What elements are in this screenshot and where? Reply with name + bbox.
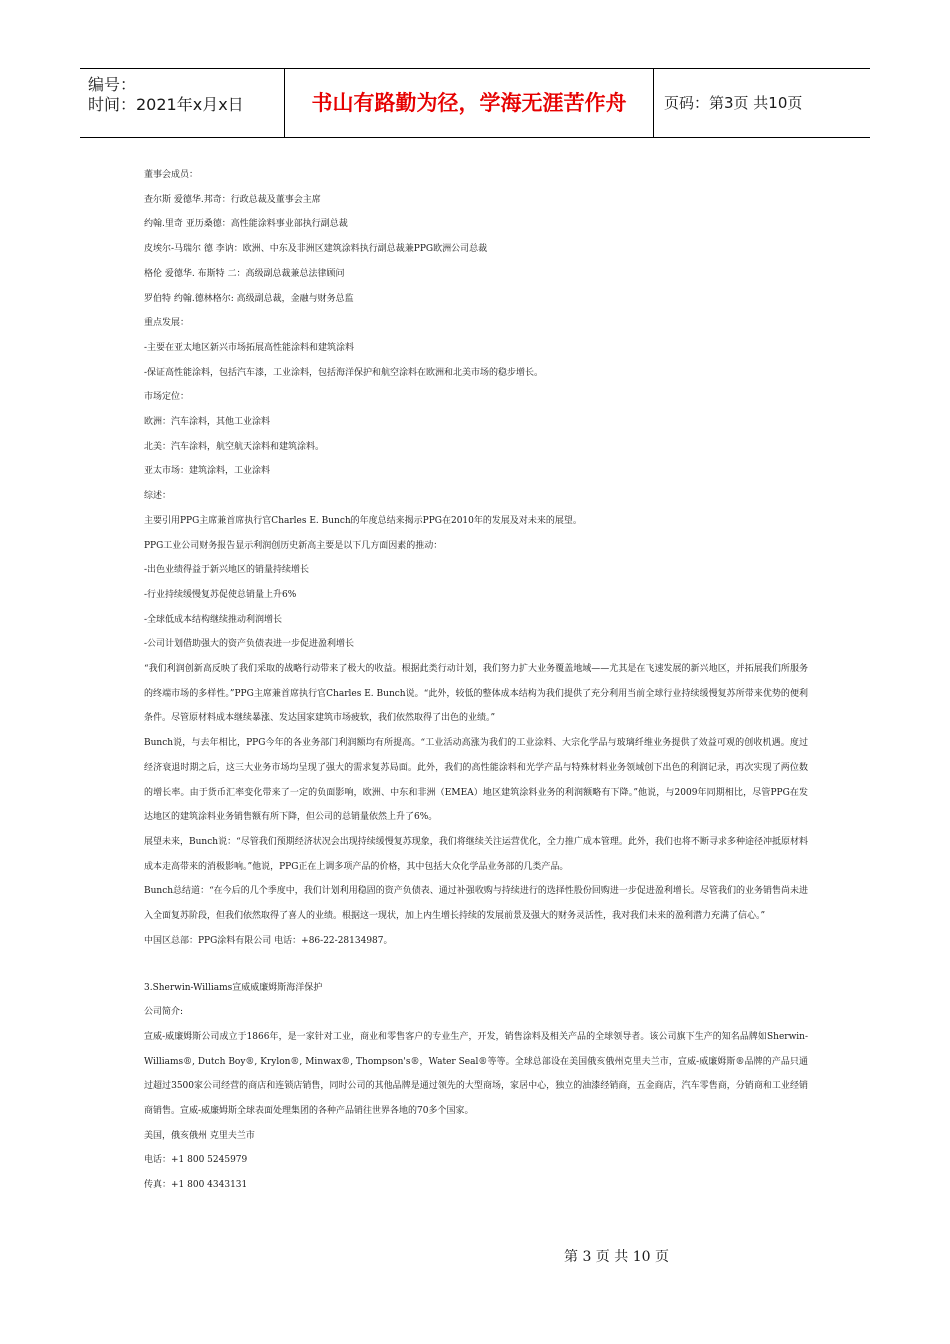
body-line: -保证高性能涂料，包括汽车漆，工业涂料，包括海洋保护和航空涂料在欧洲和北美市场的稳步增长。 xyxy=(144,367,544,378)
page-header xyxy=(80,68,870,138)
body-line: 北美：汽车涂料，航空航天涂料和建筑涂料。 xyxy=(144,441,325,452)
page-footer: 第 3 页 共 10 页 xyxy=(564,1249,669,1265)
header-page-info: 页码：第3页 共10页 xyxy=(664,94,803,112)
body-line: 主要引用PPG主席兼首席执行官Charles E. Bunch的年度总结来揭示PPG在2010年的发展及对未来的展望。 xyxy=(144,515,582,526)
body-line: 罗伯特 约翰.德林格尔: 高级副总裁，金融与财务总监 xyxy=(144,293,354,304)
header-motto: 书山有路勤为径，学海无涯苦作舟 xyxy=(311,91,627,115)
section-gap xyxy=(144,954,808,976)
header-meta xyxy=(80,69,284,137)
body-line: 董事会成员： xyxy=(144,170,199,180)
body-line: 亚太市场：建筑涂料，工业涂料 xyxy=(144,466,271,477)
body-line: 皮埃尔-马瑞尔 德 李讷：欧洲、中东及非洲区建筑涂料执行副总裁兼PPG欧洲公司总裁 xyxy=(144,244,488,255)
section-title: 3.Sherwin-Williams宣威威廉姆斯海洋保护 xyxy=(144,982,323,993)
body-line: PPG工业公司财务报告显示利润创历史新高主要是以下几方面因素的推动： xyxy=(144,540,443,551)
ppg-contact: 中国区总部：PPG涂料有限公司 电话：+86-22-28134987。 xyxy=(144,935,393,946)
body-line: 欧洲：汽车涂料，其他工业涂料 xyxy=(144,417,271,428)
body-line: 格伦 爱德华. 布斯特 二：高级副总裁兼总法律顾问 xyxy=(144,268,345,279)
intro-paragraph: 宣威-威廉姆斯公司成立于1866年，是一家针对工业，商业和零售客户的专业生产，开发，销售涂料及相关产品的全球领导者。该公司旗下生产的知名品牌如Sherwin-Williams®, Dutch Boy®, Krylon®, Minwax®, Thompson's®，Water Seal®等等。全球总部设在美国俄亥俄州克里夫兰市，宣威-威廉姆斯®品牌的产品只通过超过3500家公司经营的商店和连锁店销售，同时公司的其他品牌是通过领先的大型商场，家居中心，独立的油漆经销商，五金商店，汽车零售商，分销商和工业经销商销售。宣威-威廉姆斯全球表面处理集团的各种产品销往世界各地的70多个国家。 xyxy=(144,1031,808,1117)
body-line: -公司计划借助强大的资产负债表进一步促进盈利增长 xyxy=(144,639,355,650)
body-line: 查尔斯 爱德华.邦奇：行政总裁及董事会主席 xyxy=(144,194,321,205)
body-line: 约翰.里奇 亚历桑德：高性能涂料事业部执行副总裁 xyxy=(144,219,348,230)
header-motto-cell xyxy=(284,69,654,137)
body-line: -行业持续缓慢复苏促使总销量上升6% xyxy=(144,589,297,600)
body-line: -出色业绩得益于新兴地区的销量持续增长 xyxy=(144,565,310,576)
body-line: 综述： xyxy=(144,491,172,502)
address-line: 美国，俄亥俄州 克里夫兰市 xyxy=(144,1130,255,1141)
header-date: 时间：2021年x月x日 xyxy=(88,95,244,114)
document-body xyxy=(144,163,808,1198)
body-line: 市场定位： xyxy=(144,392,190,403)
phone-line: 电话：+1 800 5245979 xyxy=(144,1155,248,1166)
body-line: -主要在亚太地区新兴市场拓展高性能涂料和建筑涂料 xyxy=(144,342,355,353)
intro-label: 公司简介: xyxy=(144,1007,184,1018)
body-line: -全球低成本结构继续推动利润增长 xyxy=(144,614,283,625)
quote-paragraph: “我们利润创新高反映了我们采取的战略行动带来了极大的收益。根据此类行动计划，我们努力扩大业务覆盖地域——尤其是在飞速发展的新兴地区，并拓展我们所服务的终端市场的多样性。”PPG主席兼首席执行官Charles E. Bunch说。“此外，较低的整体成本结构为我们提供了充分利用当前全球行业持续缓慢复苏所带来优势的便利条件。尽管原材料成本继续暴涨、发达国家建筑市场疲软，我们依然取得了出色的业绩。” xyxy=(144,664,808,724)
header-number: 编号： xyxy=(88,75,137,94)
fax-line: 传真：+1 800 4343131 xyxy=(144,1180,248,1191)
quote-paragraph: Bunch说，与去年相比，PPG今年的各业务部门利润额均有所提高。“工业活动高涨为我们的工业涂料、大宗化学品与玻璃纤维业务提供了效益可观的创收机遇。度过经济衰退时期之后，这三大业务市场均呈现了强大的需求复苏局面。此外，我们的高性能涂料和光学产品与特殊材料业务领域创下出色的利润记录，再次实现了两位数的增长率。由于货币汇率变化带来了一定的负面影响，欧洲、中东和非洲（EMEA）地区建筑涂料业务的利润额略有下降。”他说，与2009年同期相比，尽管PPG在发达地区的建筑涂料业务销售额有所下降，但公司的总销量依然上升了6%。 xyxy=(144,738,808,823)
body-line: 重点发展： xyxy=(144,318,190,329)
quote-paragraph: Bunch总结道：“在今后的几个季度中，我们计划利用稳固的资产负债表、通过补强收购与持续进行的选择性股份回购进一步促进盈利增长。尽管我们的业务销售尚未进入全面复苏阶段，但我们依然取得了喜人的业绩。根据这一现状，加上内生增长持续的发展前景及强大的财务灵活性，我对我们未来的盈利潜力充满了信心。” xyxy=(144,886,808,922)
quote-paragraph: 展望未来，Bunch说：“尽管我们预期经济状况会出现持续缓慢复苏现象，我们将继续关注运营优化，全力推广成本管理。此外，我们也将不断寻求多种途径冲抵原材料成本走高带来的消极影响。”他说，PPG正在上调多项产品的价格，其中包括大众化学品业务部的几类产品。 xyxy=(144,836,808,872)
